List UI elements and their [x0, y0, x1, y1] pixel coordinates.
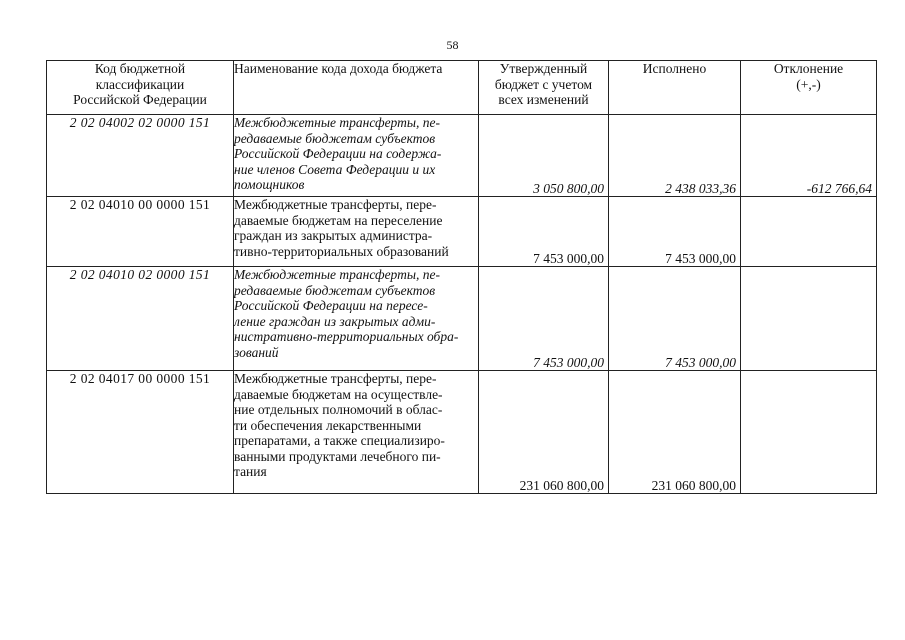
income-name-line: редаваемые бюджетам субъектов [234, 130, 436, 146]
header-name-line: Наименование кода дохода бюджета [234, 61, 443, 76]
income-name-line: Российской Федерации на содержа- [234, 146, 442, 161]
income-name-line: Российской Федерации на пересе- [234, 298, 428, 313]
executed-cell [609, 371, 741, 494]
executed-cell [609, 197, 741, 267]
executed-cell [609, 115, 741, 197]
header-deviation-line: Отклонение [773, 61, 844, 76]
approved-value: 3 050 800,00 [533, 180, 604, 196]
income-name-line: граждан из закрытых администра- [234, 228, 433, 243]
table-row [47, 115, 877, 197]
approved-value: 231 060 800,00 [519, 477, 604, 493]
budget-table [46, 60, 877, 494]
deviation-value: -612 766,64 [806, 180, 872, 196]
header-deviation-line: (+,-) [796, 76, 821, 92]
deviation-cell [741, 115, 877, 197]
header-code [47, 61, 234, 115]
income-name-cell [234, 371, 479, 494]
budget-code-cell: 2 02 04010 00 0000 151 [47, 197, 234, 267]
header-deviation [741, 61, 877, 115]
approved-cell [479, 115, 609, 197]
income-name-line: Межбюджетные трансферты, пере- [234, 371, 437, 386]
income-name-line: ванными продуктами лечебного пи- [234, 448, 441, 464]
header-executed-line: Исполнено [642, 61, 707, 76]
income-name-cell [234, 115, 479, 197]
executed-value: 7 453 000,00 [665, 354, 736, 370]
income-name-line: даваемые бюджетам на осуществле- [234, 386, 443, 402]
deviation-cell [741, 267, 877, 371]
income-name-line: ние членов Совета Федерации и их [234, 161, 436, 177]
header-approved-line: Утвержденный [499, 61, 588, 76]
income-name-line: редаваемые бюджетам субъектов [234, 282, 436, 298]
budget-code-cell: 2 02 04017 00 0000 151 [47, 371, 234, 494]
income-name-line: помощников [234, 177, 305, 192]
header-code-line: Российской Федерации [73, 92, 207, 107]
header-approved-line: всех изменений [498, 92, 589, 107]
table-row [47, 371, 877, 494]
header-name [234, 61, 479, 115]
income-name-line: даваемые бюджетам на переселение [234, 212, 443, 228]
approved-cell [479, 267, 609, 371]
income-name-line: тивно-территориальных образований [234, 243, 449, 259]
deviation-cell [741, 371, 877, 494]
header-code-line: Код бюджетной [94, 61, 186, 76]
header-code-line: классификации [95, 76, 185, 92]
income-name-line: ление граждан из закрытых адми- [234, 313, 436, 329]
income-name-line: тания [234, 464, 267, 479]
page-number: 58 [446, 38, 459, 52]
approved-value: 7 453 000,00 [533, 354, 604, 370]
table-header-row [47, 61, 877, 115]
income-name-cell [234, 197, 479, 267]
approved-value: 7 453 000,00 [533, 250, 604, 266]
income-name-line: нистративно-территориальных обра- [234, 329, 459, 344]
approved-cell [479, 197, 609, 267]
table-row [47, 197, 877, 267]
income-name-line: Межбюджетные трансферты, пере- [234, 197, 437, 212]
income-name-line: ние отдельных полномочий в облас- [234, 402, 443, 417]
income-name-line: препаратами, а также специализиро- [234, 433, 445, 448]
header-executed [609, 61, 741, 115]
header-approved-line: бюджет с учетом [494, 76, 593, 92]
budget-code-cell: 2 02 04010 02 0000 151 [47, 267, 234, 371]
income-name-line: зований [234, 344, 279, 360]
executed-value: 231 060 800,00 [651, 477, 736, 493]
executed-value: 2 438 033,36 [665, 180, 736, 196]
budget-code-cell: 2 02 04002 02 0000 151 [47, 115, 234, 197]
deviation-cell [741, 197, 877, 267]
table-row [47, 267, 877, 371]
income-name-line: Межбюджетные трансферты, пе- [234, 115, 441, 130]
header-approved [479, 61, 609, 115]
income-name-cell [234, 267, 479, 371]
approved-cell [479, 371, 609, 494]
income-name-line: ти обеспечения лекарственными [234, 417, 422, 433]
income-name-line: Межбюджетные трансферты, пе- [234, 267, 441, 282]
executed-cell [609, 267, 741, 371]
executed-value: 7 453 000,00 [665, 250, 736, 266]
